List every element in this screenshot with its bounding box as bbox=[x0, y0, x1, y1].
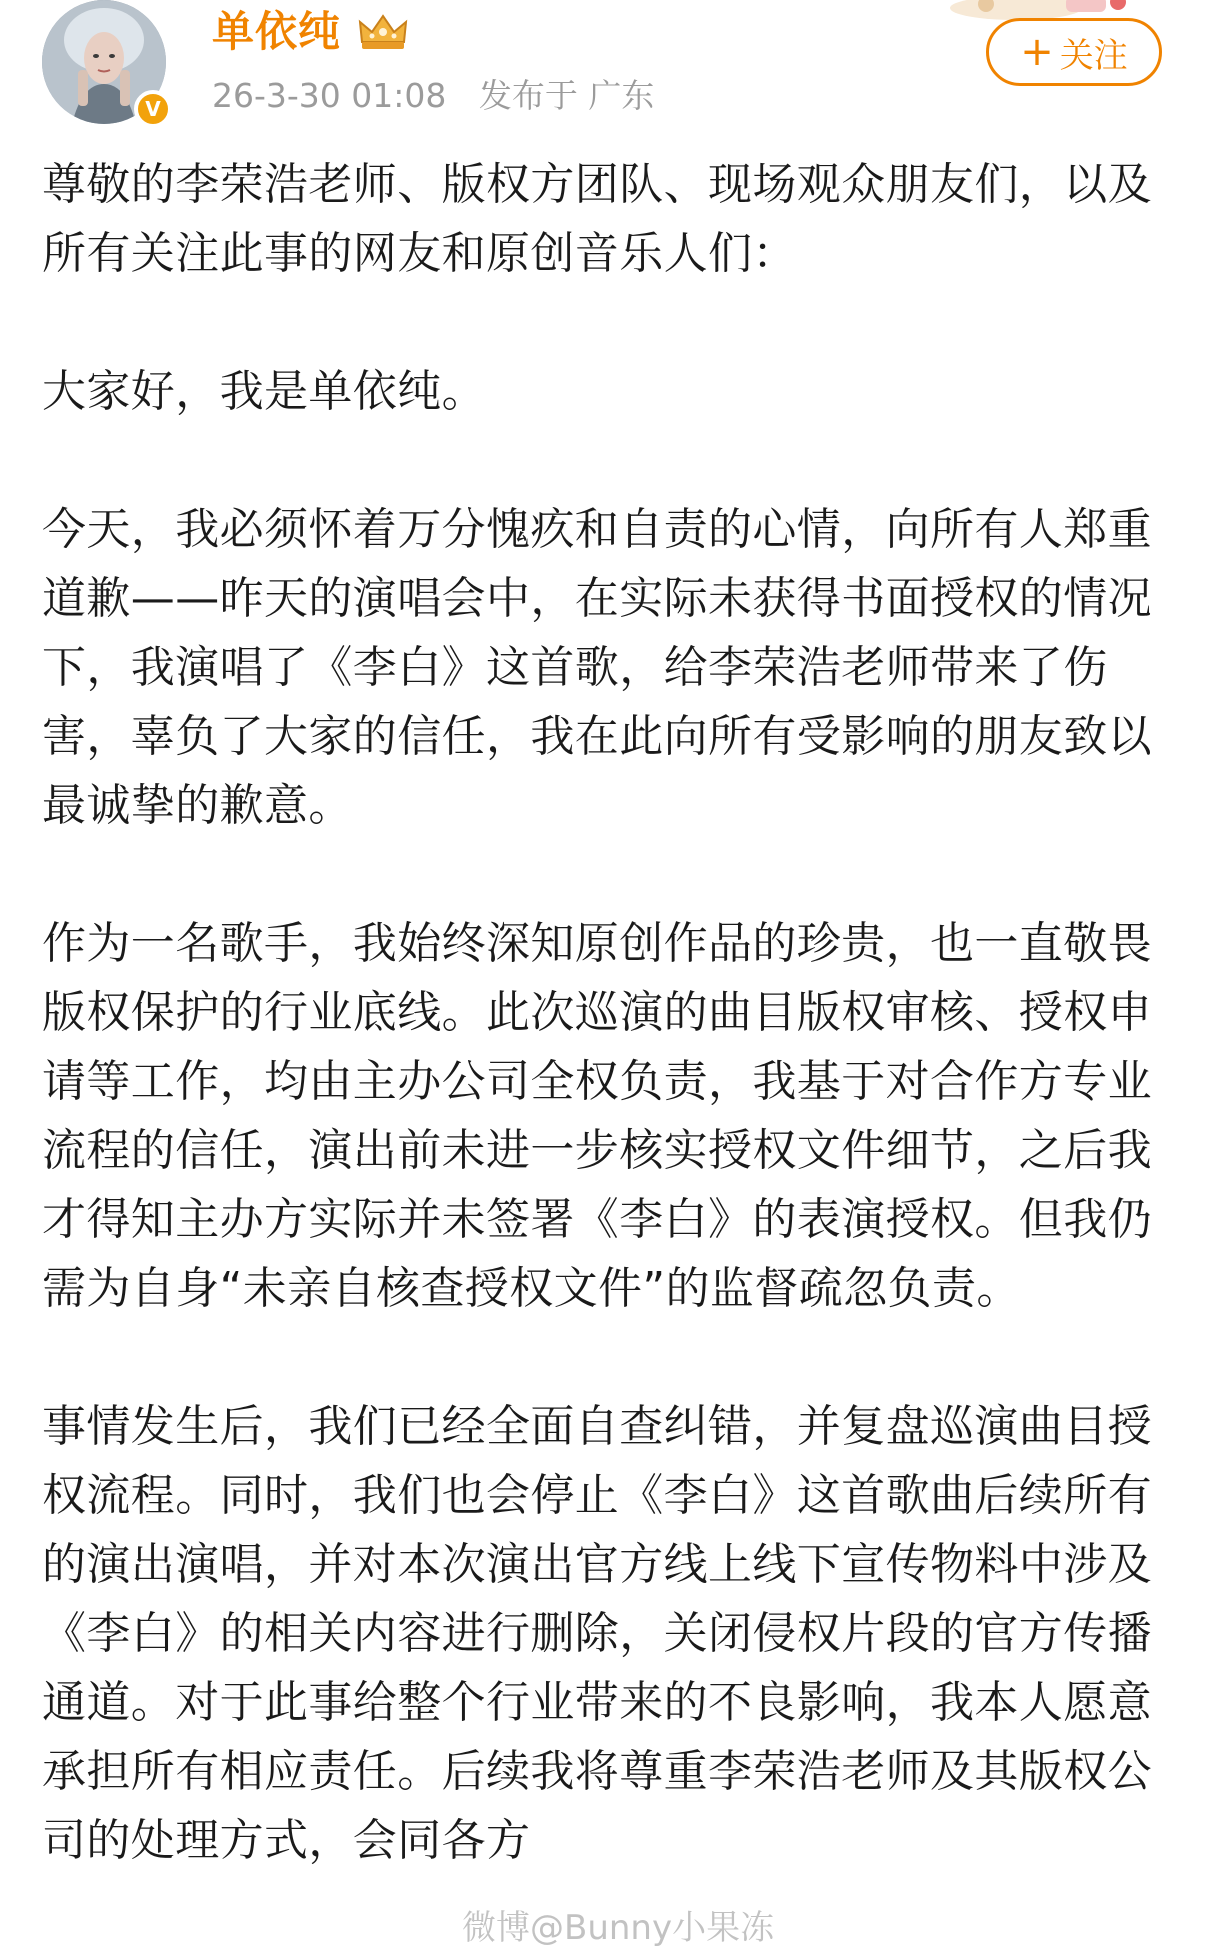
post-paragraph: 尊敬的李荣浩老师、版权方团队、现场观众朋友们，以及所有关注此事的网友和原创音乐人们： bbox=[42, 159, 1152, 279]
post-meta bbox=[212, 74, 654, 118]
post-paragraph: 今天，我必须怀着万分愧疚和自责的心情，向所有人郑重道歉——昨天的演唱会中，在实际未获得书面授权的情况下，我演唱了《李白》这首歌，给李荣浩老师带来了伤害，辜负了大家的信任，我在此向所有受影响的朋友致以最诚挚的歉意。 bbox=[42, 504, 1152, 831]
post-location: 发布于 广东 bbox=[478, 76, 655, 115]
verified-badge-icon: V bbox=[134, 90, 172, 128]
plus-icon: + bbox=[1020, 29, 1054, 75]
post-content bbox=[42, 150, 1162, 1944]
follow-label: 关注 bbox=[1059, 35, 1128, 76]
post-header bbox=[0, 0, 1206, 140]
user-name[interactable]: 单依纯 bbox=[212, 7, 342, 56]
watermark: 微博@Bunny小果冻 bbox=[462, 1908, 775, 1948]
follow-button[interactable] bbox=[986, 18, 1162, 86]
avatar[interactable] bbox=[42, 0, 166, 124]
post-paragraph: 事情发生后，我们已经全面自查纠错，并复盘巡演曲目授权流程。同时，我们也会停止《李白》这首歌曲后续所有的演出演唱，并对本次演出官方线上线下宣传物料中涉及《李白》的相关内容进行删除，关闭侵权片段的官方传播通道。对于此事给整个行业带来的不良影响，我本人愿意承担所有相应责任。后续我将尊重李荣浩老师及其版权公司的处理方式，会同各方 bbox=[42, 1401, 1152, 1866]
post-paragraph: 作为一名歌手，我始终深知原创作品的珍贵，也一直敬畏版权保护的行业底线。此次巡演的曲目版权审核、授权申请等工作，均由主办公司全权负责，我基于对合作方专业流程的信任，演出前未进一步核实授权文件细节，之后我才得知主办方实际并未签署《李白》的表演授权。但我仍需为自身“未亲自核查授权文件”的监督疏忽负责。 bbox=[42, 918, 1152, 1314]
crown-vip-icon[interactable] bbox=[356, 12, 410, 52]
post-time: 26-3-30 01:08 bbox=[212, 76, 447, 115]
post-paragraph: 大家好，我是单依纯。 bbox=[42, 366, 486, 417]
